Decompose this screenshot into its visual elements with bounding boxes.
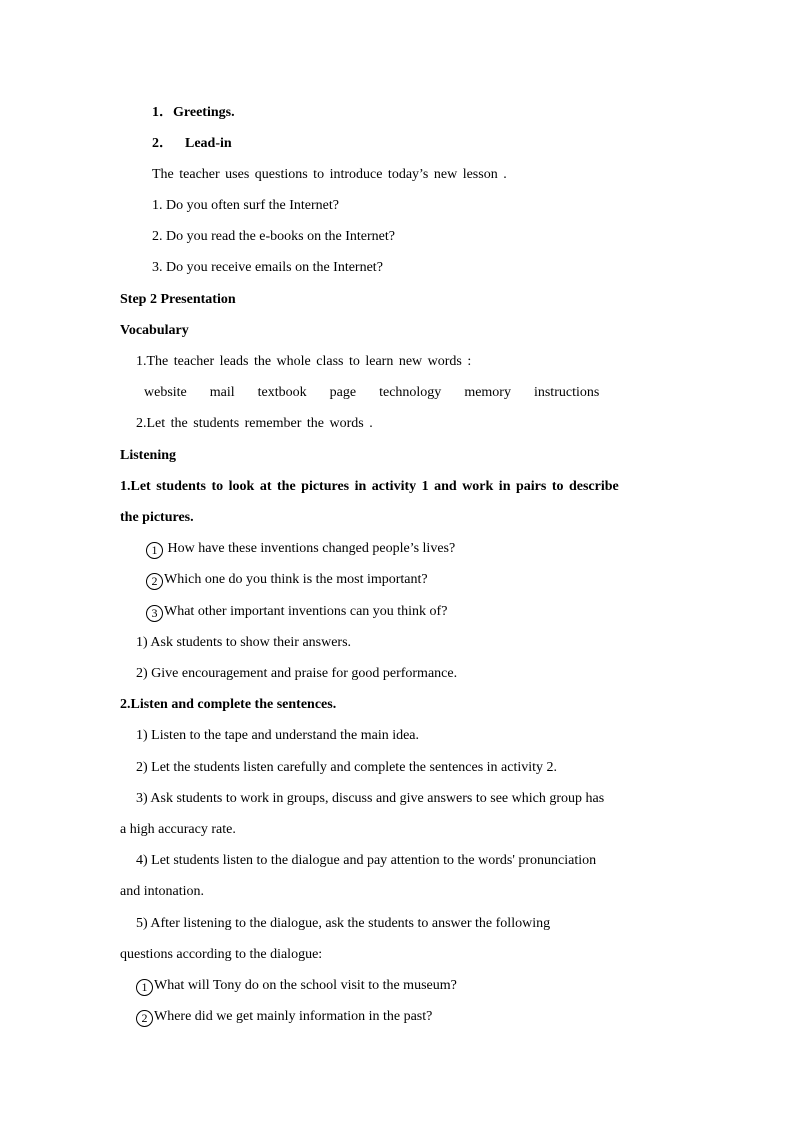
circled-number: 2 bbox=[136, 1010, 153, 1027]
item-number: 2． bbox=[152, 136, 173, 151]
vocabulary-word: instructions bbox=[533, 385, 600, 400]
item-greetings bbox=[152, 104, 235, 122]
item-text: Greetings. bbox=[173, 105, 235, 120]
listening-task-2-step: 5) After listening to the dialogue, ask the students to answer the following bbox=[136, 916, 551, 931]
vocabulary-item-1: 1.The teacher leads the whole class to learn new words : bbox=[136, 354, 472, 369]
item-text: Lead-in bbox=[185, 136, 232, 151]
circled-number: 3 bbox=[146, 605, 163, 622]
vocabulary-word: website bbox=[144, 385, 187, 400]
vocabulary-heading: Vocabulary bbox=[120, 323, 189, 338]
listening-task-2-step: 3) Ask students to work in groups, discuss and give answers to see which group has bbox=[136, 791, 605, 806]
listening-question bbox=[146, 603, 447, 622]
lead-in-question: 2. Do you read the e-books on the Internet? bbox=[152, 229, 395, 244]
dialogue-question bbox=[136, 977, 457, 996]
item-lead-in bbox=[152, 135, 232, 153]
listening-task-1-step: 2) Give encouragement and praise for good performance. bbox=[136, 666, 458, 681]
dialogue-question bbox=[136, 1008, 432, 1027]
circled-number: 1 bbox=[146, 542, 163, 559]
listening-task-2-step-continued: and intonation. bbox=[120, 884, 204, 899]
vocabulary-word-list bbox=[144, 384, 599, 402]
listening-task-2-step: 4) Let students listen to the dialogue and pay attention to the words' pronunciation bbox=[136, 853, 597, 868]
vocabulary-word: page bbox=[329, 385, 357, 400]
vocabulary-word: textbook bbox=[257, 385, 307, 400]
vocabulary-word: technology bbox=[379, 385, 442, 400]
question-text: Where did we get mainly information in the past? bbox=[154, 1009, 433, 1024]
listening-task-2-step: 2) Let the students listen carefully and complete the sentences in activity 2. bbox=[136, 760, 558, 775]
question-text: What other important inventions can you think of? bbox=[164, 604, 448, 619]
listening-question bbox=[146, 540, 455, 559]
listening-task-2-heading: 2.Listen and complete the sentences. bbox=[120, 697, 337, 712]
circled-number: 1 bbox=[136, 979, 153, 996]
circled-number: 2 bbox=[146, 573, 163, 590]
listening-task-1-line-1: 1.Let students to look at the pictures in activity 1 and work in pairs to describe bbox=[120, 479, 619, 494]
lead-in-sentence: The teacher uses questions to introduce today’s new lesson . bbox=[152, 167, 507, 182]
item-number: 1． bbox=[152, 105, 173, 120]
question-text: Which one do you think is the most important? bbox=[164, 572, 428, 587]
listening-task-1-line-2: the pictures. bbox=[120, 510, 194, 525]
lead-in-question: 1. Do you often surf the Internet? bbox=[152, 198, 339, 213]
lead-in-question: 3. Do you receive emails on the Internet? bbox=[152, 260, 383, 275]
vocabulary-word: mail bbox=[209, 385, 235, 400]
listening-heading: Listening bbox=[120, 448, 177, 463]
listening-task-2-step-continued: a high accuracy rate. bbox=[120, 822, 236, 837]
listening-task-2-step-continued: questions according to the dialogue: bbox=[120, 947, 323, 962]
question-text: How have these inventions changed people’s lives? bbox=[167, 541, 456, 556]
question-text: What will Tony do on the school visit to the museum? bbox=[154, 978, 457, 993]
vocabulary-word: memory bbox=[464, 385, 511, 400]
vocabulary-item-2: 2.Let the students remember the words . bbox=[136, 416, 373, 431]
listening-task-1-step: 1) Ask students to show their answers. bbox=[136, 635, 352, 650]
listening-question bbox=[146, 571, 428, 590]
step2-heading: Step 2 Presentation bbox=[120, 292, 236, 307]
listening-task-2-step: 1) Listen to the tape and understand the main idea. bbox=[136, 728, 420, 743]
